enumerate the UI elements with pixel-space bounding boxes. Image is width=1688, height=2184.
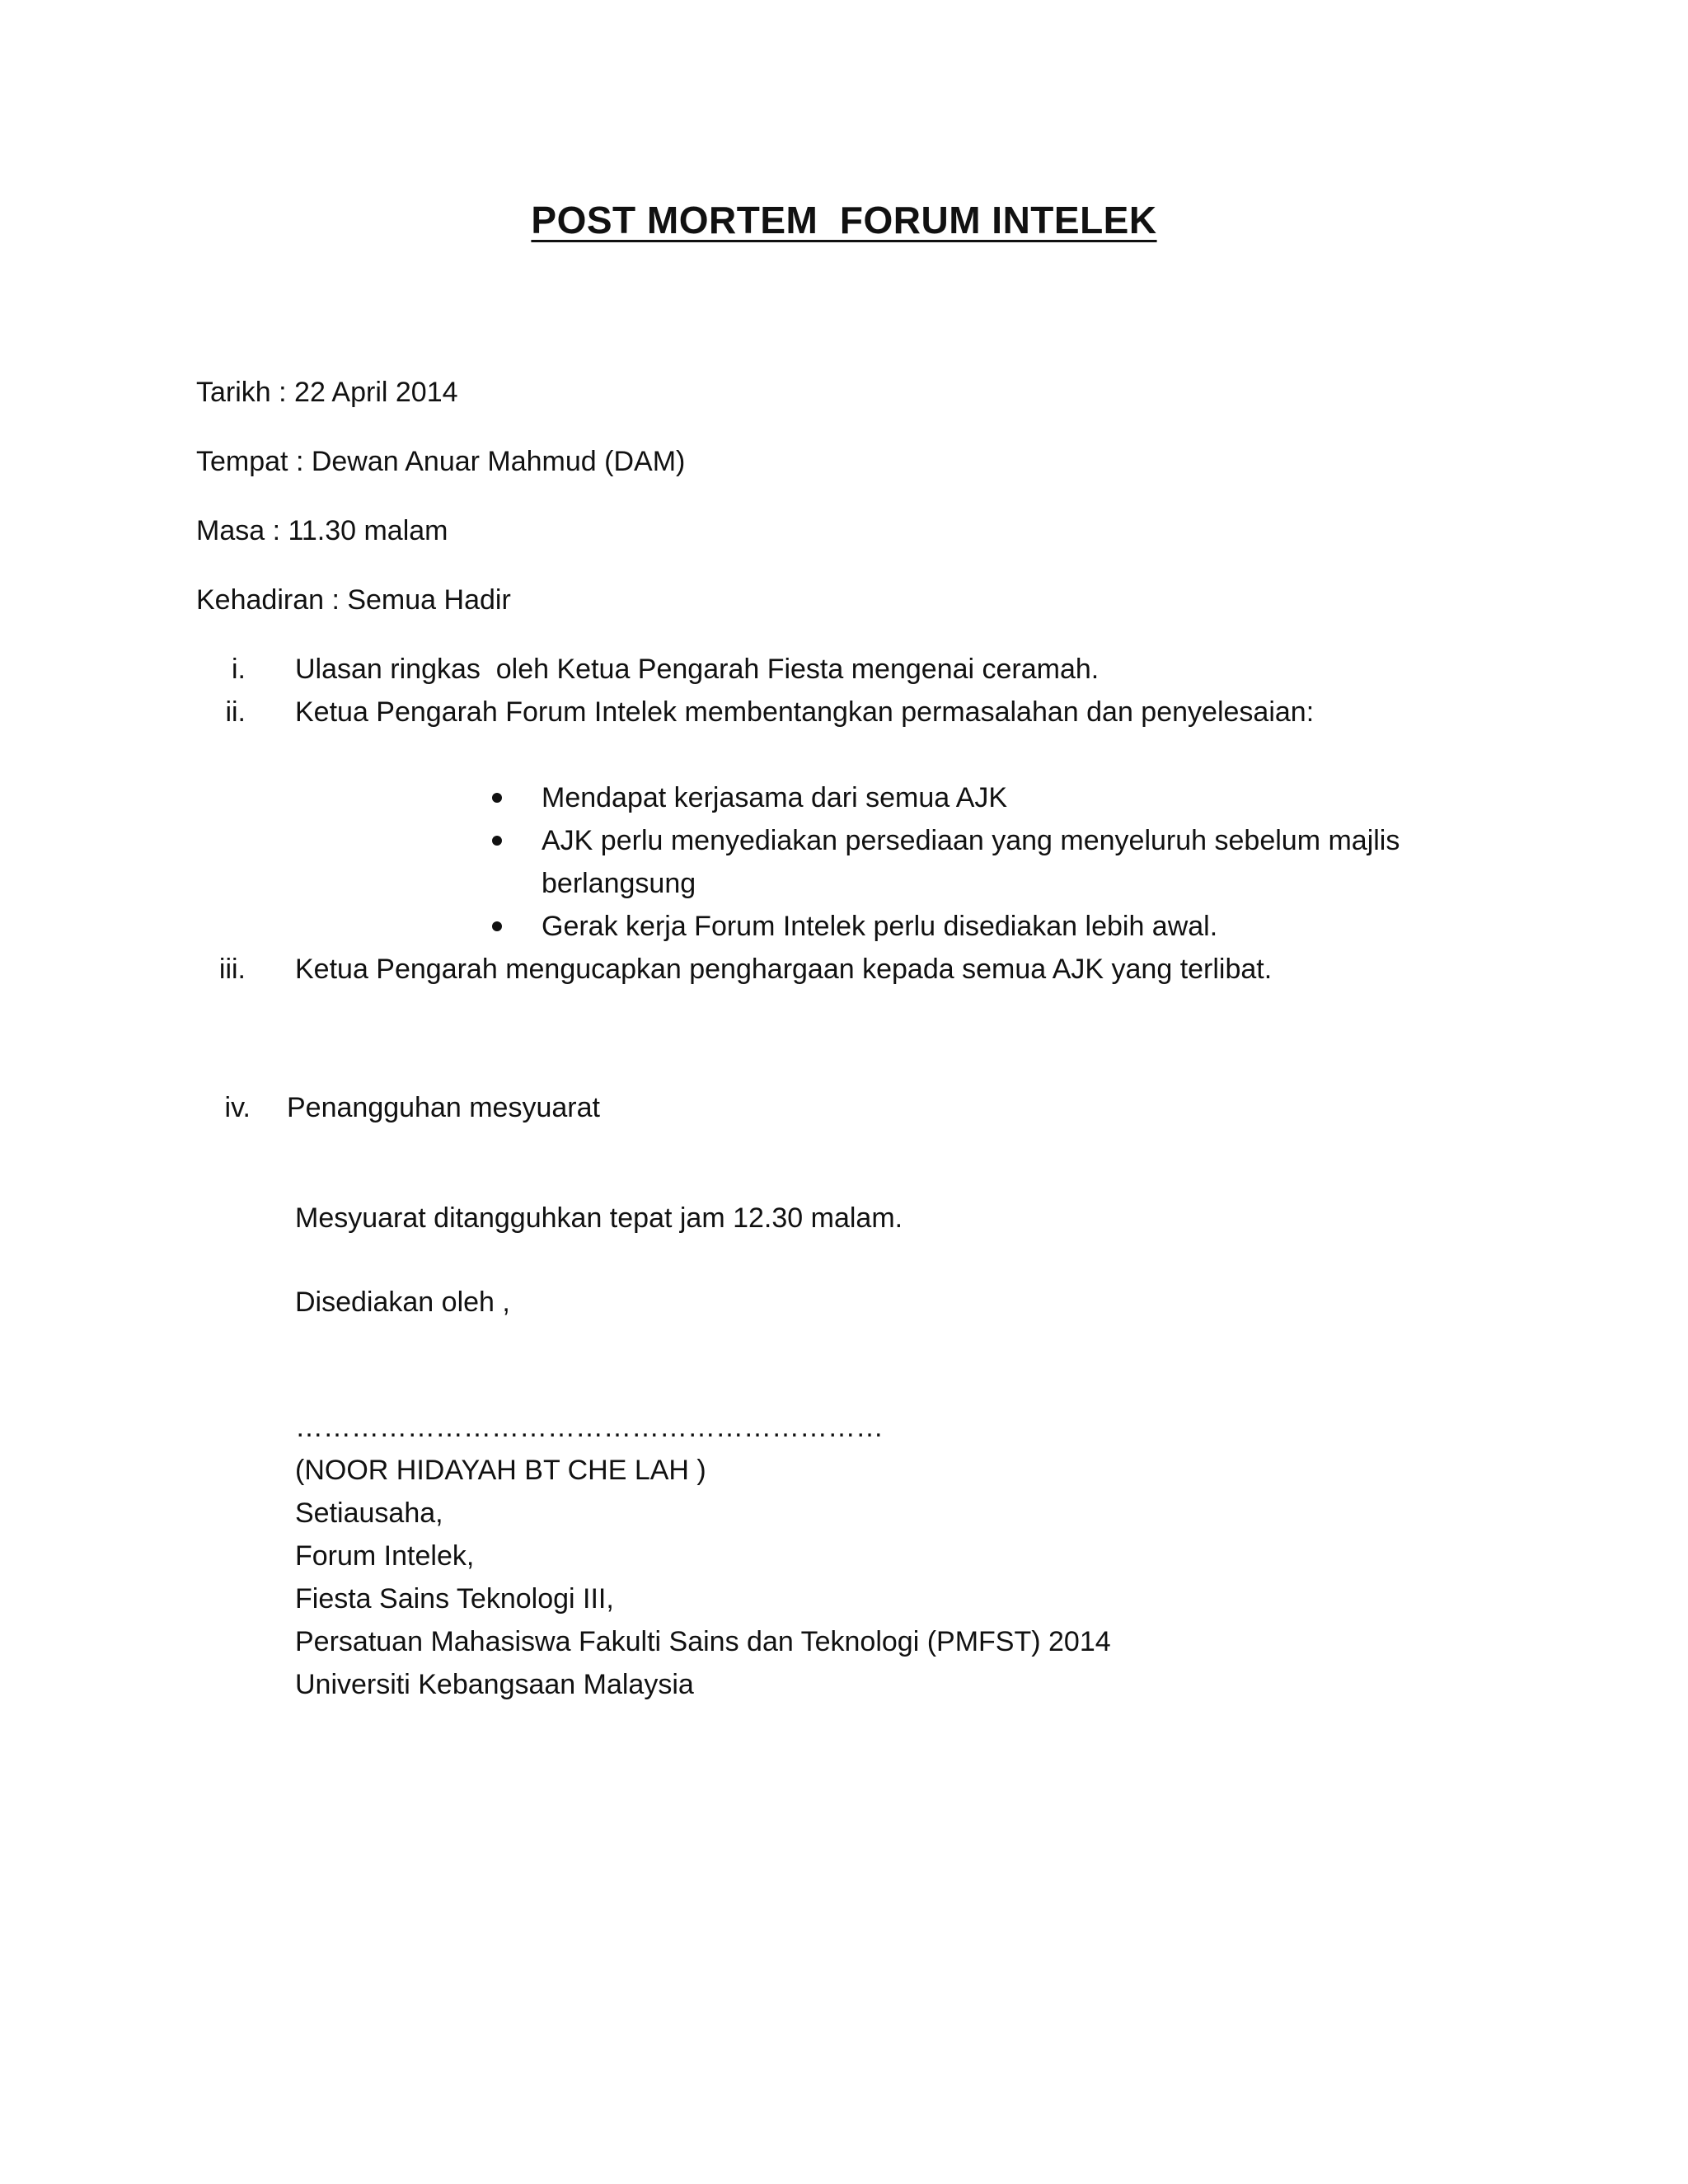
item-text: Ulasan ringkas oleh Ketua Pengarah Fiesta mengenai ceramah. — [295, 654, 1100, 685]
signatory-position: Setiausaha, — [295, 1497, 443, 1529]
prepared-by-label: Disediakan oleh , — [295, 1286, 510, 1318]
bullet-text-continuation: berlangsung — [542, 868, 696, 899]
item-text: Ketua Pengarah Forum Intelek membentangkan permasalahan dan penyelesaian: — [295, 696, 1315, 728]
signatory-name: (NOOR HIDAYAH BT CHE LAH ) — [295, 1455, 706, 1486]
item-number: ii. — [225, 696, 246, 728]
bullet-icon — [492, 921, 502, 931]
item-number: iv. — [224, 1092, 251, 1123]
item-number: i. — [232, 654, 246, 685]
bullet-icon — [492, 793, 502, 803]
document-title: POST MORTEM FORUM INTELEK — [531, 199, 1157, 241]
venue-line: Tempat : Dewan Anuar Mahmud (DAM) — [196, 446, 686, 477]
bullet-text: Gerak kerja Forum Intelek perlu disediakan lebih awal. — [542, 911, 1218, 942]
time-line: Masa : 11.30 malam — [196, 515, 448, 546]
signature-line: ……………………………………………………… — [295, 1412, 884, 1443]
signatory-organisation: Persatuan Mahasiswa Fakulti Sains dan Teknologi (PMFST) 2014 — [295, 1626, 1111, 1657]
bullet-icon — [492, 836, 502, 846]
bullet-text: AJK perlu menyediakan persediaan yang menyeluruh sebelum majlis — [542, 825, 1400, 856]
item-number: iii. — [218, 954, 246, 985]
attendance-line: Kehadiran : Semua Hadir — [196, 584, 511, 616]
signatory-unit: Forum Intelek, — [295, 1540, 475, 1572]
signatory-event: Fiesta Sains Teknologi III, — [295, 1583, 614, 1615]
adjournment-text: Mesyuarat ditangguhkan tepat jam 12.30 malam. — [295, 1202, 903, 1234]
signatory-university: Universiti Kebangsaan Malaysia — [295, 1669, 694, 1700]
item-text: Penangguhan mesyuarat — [287, 1092, 600, 1123]
bullet-text: Mendapat kerjasama dari semua AJK — [542, 782, 1008, 813]
date-line: Tarikh : 22 April 2014 — [196, 377, 458, 408]
item-text: Ketua Pengarah mengucapkan penghargaan kepada semua AJK yang terlibat. — [295, 954, 1273, 985]
